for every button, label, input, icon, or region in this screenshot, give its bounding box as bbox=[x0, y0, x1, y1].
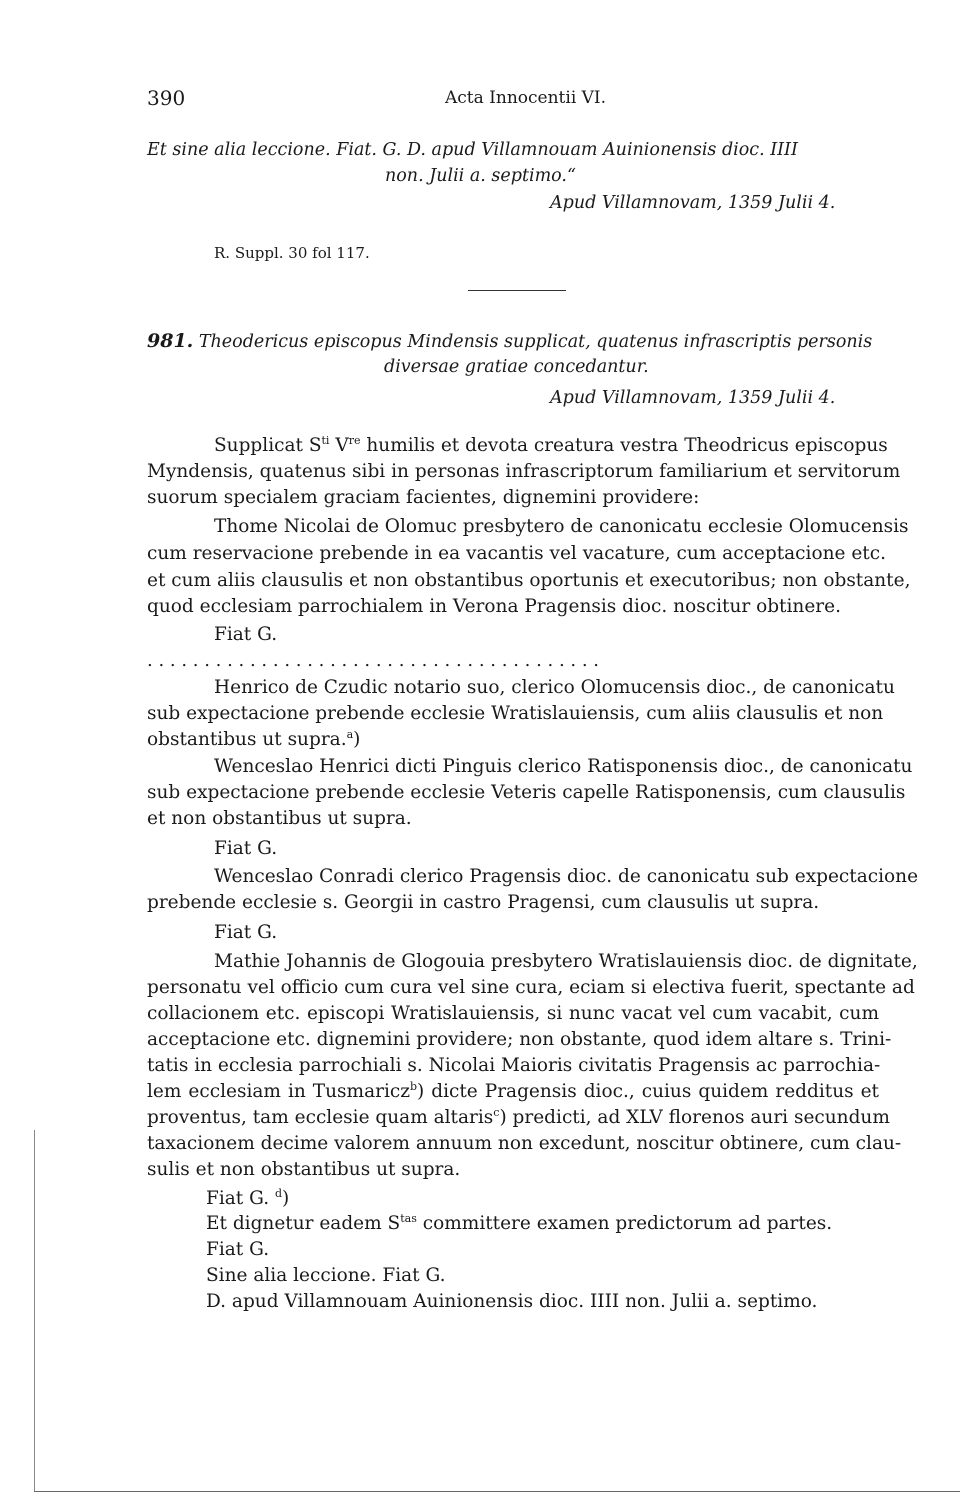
paragraph-6-line-1: Mathie Johannis de Glogouia presbytero Wratislauiensis dioc. de dignitate, bbox=[214, 951, 918, 972]
entry-summary-1: Theodericus episcopus Mindensis supplicat, quatenus infrascriptis personis bbox=[198, 332, 873, 352]
footnote-marker: c bbox=[493, 1105, 500, 1119]
source-reference: R. Suppl. 30 fol 117. bbox=[214, 244, 370, 262]
paragraph-4-line-2: sub expectacione prebende ecclesie Veteris capelle Ratisponensis, cum clausulis bbox=[147, 782, 906, 803]
closing-line-2: D. apud Villamnouam Auinionensis dioc. IIII non. Julii a. septimo. bbox=[206, 1291, 818, 1312]
paragraph-6-line-7 bbox=[147, 1105, 890, 1128]
paragraph-6-line-2: personatu vel officio cum cura vel sine cura, eciam si electiva fuerit, spectante ad bbox=[147, 977, 915, 998]
ellipsis-dots: . . . . . . . . . . . . . . . . . . . . . . . . . . . . . . . . . . . . . . . . bbox=[147, 650, 600, 671]
running-title: Acta Innocentii VI. bbox=[445, 88, 607, 108]
footnote-marker: d bbox=[274, 1186, 283, 1200]
scan-edge-left bbox=[34, 1130, 35, 1492]
paragraph-7 bbox=[206, 1213, 832, 1234]
text-fragment: ) predicti, ad XLV florenos auri secundum bbox=[499, 1107, 890, 1128]
fiat-line bbox=[206, 1188, 289, 1209]
text-fragment: lem ecclesiam in Tusmaricz bbox=[147, 1081, 410, 1102]
entry-heading-line-1 bbox=[147, 330, 872, 352]
prev-entry-dateline: Apud Villamnovam, 1359 Julii 4. bbox=[550, 193, 836, 213]
text-fragment: ) dicte Pragensis dioc., cuius quidem redditus et bbox=[417, 1081, 879, 1102]
paragraph-6-line-9: sulis et non obstantibus ut supra. bbox=[147, 1159, 461, 1180]
paragraph-4-line-3: et non obstantibus ut supra. bbox=[147, 808, 412, 829]
page-number: 390 bbox=[147, 86, 186, 110]
text-fragment: humilis et devota creatura vestra Theodricus episcopus bbox=[360, 435, 888, 456]
entry-summary-2: diversae gratiae concedantur. bbox=[384, 357, 649, 377]
text-fragment: committere examen predictorum ad partes. bbox=[416, 1213, 833, 1234]
paragraph-6-line-4: acceptacione etc. dignemini providere; non obstante, quod idem altare s. Trini- bbox=[147, 1029, 892, 1050]
footnote-marker: a bbox=[346, 727, 354, 741]
text-fragment: ) bbox=[353, 729, 361, 750]
fiat-line: Fiat G. bbox=[206, 1239, 270, 1260]
text-fragment: obstantibus ut supra. bbox=[147, 729, 347, 750]
separator-rule bbox=[468, 290, 566, 291]
paragraph-5-line-1: Wenceslao Conradi clerico Pragensis dioc. de canonicatu sub expectacione bbox=[214, 866, 919, 887]
text-fragment: Supplicat S bbox=[214, 435, 322, 456]
paragraph-6-line-3: collacionem etc. episcopi Wratislauiensis, si nunc vacat vel cum vacabit, cum bbox=[147, 1003, 879, 1024]
paragraph-6-line-5: tatis in ecclesia parrochiali s. Nicolai Maioris civitatis Pragensis ac parrochia- bbox=[147, 1055, 881, 1076]
fiat-line: Fiat G. bbox=[214, 624, 278, 645]
text-fragment: V bbox=[329, 435, 349, 456]
paragraph-3-line-1: Henrico de Czudic notario suo, clerico Olomucensis dioc., de canonicatu bbox=[214, 677, 895, 698]
fiat-line: Fiat G. bbox=[214, 838, 278, 859]
text-fragment: ) bbox=[282, 1188, 290, 1209]
text-fragment: Et dignetur eadem S bbox=[206, 1213, 401, 1234]
superscript: tas bbox=[400, 1211, 417, 1225]
paragraph-6-line-6 bbox=[147, 1081, 879, 1102]
fiat-line: Fiat G. bbox=[214, 922, 278, 943]
paragraph-1-line-1 bbox=[214, 433, 888, 456]
closing-line-1: Sine alia leccione. Fiat G. bbox=[206, 1265, 446, 1286]
paragraph-2-line-4: quod ecclesiam parrochialem in Verona Pragensis dioc. noscitur obtinere. bbox=[147, 596, 841, 617]
superscript: re bbox=[348, 433, 361, 447]
paragraph-2-line-2: cum reservacione prebende in ea vacantis vel vacature, cum acceptacione etc. bbox=[147, 543, 886, 564]
paragraph-2-line-1: Thome Nicolai de Olomuc presbytero de canonicatu ecclesie Olomucensis bbox=[214, 516, 909, 537]
paragraph-3-line-3 bbox=[147, 729, 360, 750]
scan-edge-bottom bbox=[34, 1491, 960, 1492]
entry-dateline: Apud Villamnovam, 1359 Julii 4. bbox=[550, 388, 836, 408]
paragraph-1-line-2: Myndensis, quatenus sibi in personas infrascriptorum familiarium et servitorum bbox=[147, 461, 901, 482]
paragraph-3-line-2: sub expectacione prebende ecclesie Wratislauiensis, cum aliis clausulis et non bbox=[147, 703, 884, 724]
entry-number: 981. bbox=[147, 330, 194, 352]
text-fragment: Fiat G. bbox=[206, 1188, 275, 1209]
paragraph-4-line-1: Wenceslao Henrici dicti Pinguis clerico Ratisponensis dioc., de canonicatu bbox=[214, 756, 913, 777]
superscript: ti bbox=[321, 433, 330, 447]
paragraph-5-line-2: prebende ecclesie s. Georgii in castro Pragensi, cum clausulis ut supra. bbox=[147, 892, 820, 913]
paragraph-2-line-3: et cum aliis clausulis et non obstantibus oportunis et executoribus; non obstante, bbox=[147, 570, 911, 591]
text-fragment: proventus, tam ecclesie quam altaris bbox=[147, 1107, 494, 1128]
prev-entry-line-1: Et sine alia leccione. Fiat. G. D. apud Villamnouam Auinionensis dioc. IIII bbox=[147, 140, 798, 160]
paragraph-1-line-3: suorum specialem graciam facientes, dignemini providere: bbox=[147, 487, 700, 508]
paragraph-6-line-8: taxacionem decime valorem annuum non excedunt, noscitur obtinere, cum clau- bbox=[147, 1133, 902, 1154]
footnote-marker: b bbox=[409, 1079, 418, 1093]
prev-entry-line-2: non. Julii a. septimo.“ bbox=[385, 166, 576, 186]
